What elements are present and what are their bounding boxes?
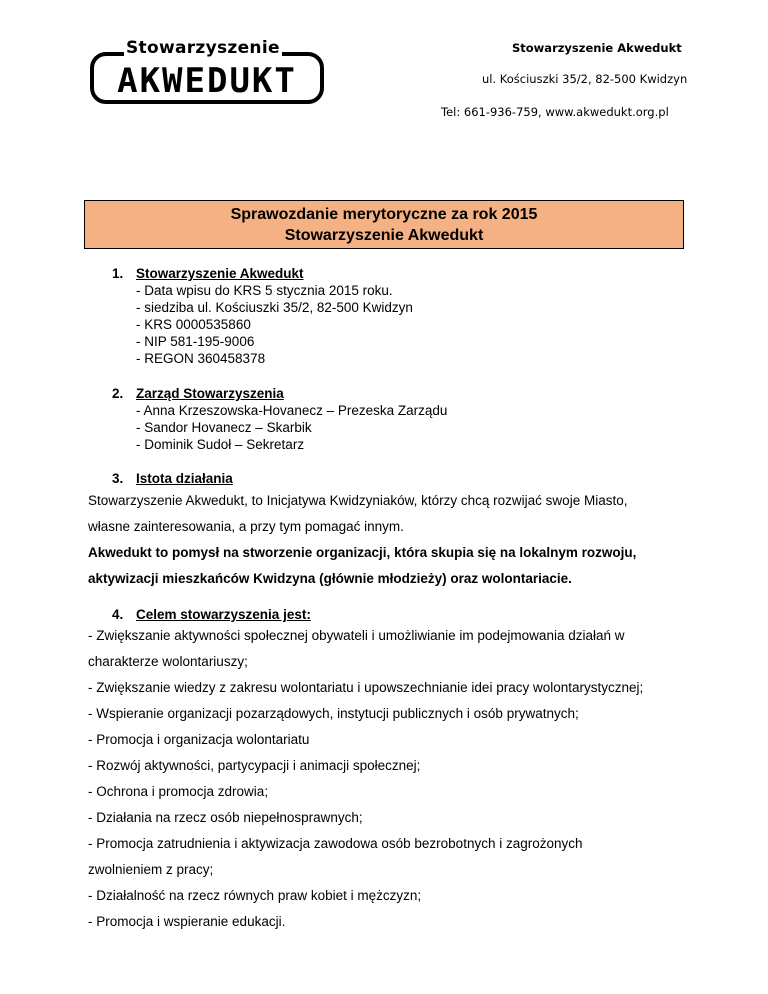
logo bbox=[88, 38, 332, 110]
goal-item: - Zwiększanie aktywności społecznej obywateli i umożliwianie im podejmowania działań w bbox=[88, 628, 625, 643]
goal-item: zwolnieniem z pracy; bbox=[88, 862, 214, 877]
section-3-bold-line: aktywizacji mieszkańców Kwidzyna (głównie młodzieży) oraz wolontariacie. bbox=[88, 571, 572, 586]
logo-small-text: Stowarzyszenie bbox=[126, 38, 280, 58]
report-title-line1: Sprawozdanie merytoryczne za rok 2015 bbox=[230, 206, 538, 223]
goal-item: - Działalność na rzecz równych praw kobiet i mężczyzn; bbox=[88, 888, 422, 903]
goal-item: - Promocja i organizacja wolontariatu bbox=[88, 732, 310, 747]
section-3-number: 3. bbox=[112, 471, 124, 486]
org-name: Stowarzyszenie Akwedukt bbox=[512, 41, 682, 55]
logo-frame bbox=[90, 52, 324, 104]
goal-item: - Działania na rzecz osób niepełnosprawnych; bbox=[88, 810, 363, 825]
section-1-lines bbox=[136, 282, 413, 367]
section-3-bold-line: Akwedukt to pomysł na stworzenie organizacji, która skupia się na lokalnym rozwoju, bbox=[88, 545, 637, 560]
section-1-line: - siedziba ul. Kościuszki 35/2, 82-500 Kwidzyn bbox=[136, 300, 413, 315]
org-contact: Tel: 661-936-759, www.akwedukt.org.pl bbox=[441, 105, 669, 119]
section-2-line: - Anna Krzeszowska-Hovanecz – Prezeska Zarządu bbox=[136, 403, 448, 418]
section-3 bbox=[112, 470, 233, 487]
section-1-title: Stowarzyszenie Akwedukt bbox=[136, 266, 304, 281]
goal-item: - Wspieranie organizacji pozarządowych, instytucji publicznych i osób prywatnych; bbox=[88, 706, 579, 721]
goal-item: charakterze wolontariuszy; bbox=[88, 654, 248, 669]
report-title-box bbox=[84, 200, 684, 249]
section-2-heading bbox=[112, 385, 447, 402]
goal-item: - Rozwój aktywności, partycypacji i animacji społecznej; bbox=[88, 758, 421, 773]
section-2 bbox=[112, 385, 447, 453]
section-3-line: Stowarzyszenie Akwedukt, to Inicjatywa Kwidzyniaków, którzy chcą rozwijać swoje Miasto, bbox=[88, 493, 628, 508]
report-title-line2: Stowarzyszenie Akwedukt bbox=[284, 227, 484, 244]
section-2-title: Zarząd Stowarzyszenia bbox=[136, 386, 284, 401]
section-4-number: 4. bbox=[112, 607, 124, 622]
goal-item: - Ochrona i promocja zdrowia; bbox=[88, 784, 269, 799]
section-2-number: 2. bbox=[112, 386, 124, 401]
section-1-heading bbox=[112, 265, 413, 282]
section-1-number: 1. bbox=[112, 266, 124, 281]
section-1-line: - NIP 581-195-9006 bbox=[136, 334, 255, 349]
goal-item: - Promocja zatrudnienia i aktywizacja zawodowa osób bezrobotnych i zagrożonych bbox=[88, 836, 583, 851]
section-2-lines bbox=[136, 402, 447, 453]
section-3-paragraph bbox=[88, 488, 688, 592]
logo-big-text: AKWEDUKT bbox=[117, 61, 297, 101]
section-4 bbox=[112, 606, 311, 623]
section-1 bbox=[112, 265, 413, 367]
section-3-line: własne zainteresowania, a przy tym pomagać innym. bbox=[88, 519, 404, 534]
section-2-line: - Sandor Hovanecz – Skarbik bbox=[136, 420, 312, 435]
section-4-heading bbox=[112, 606, 311, 623]
section-2-line: - Dominik Sudoł – Sekretarz bbox=[136, 437, 305, 452]
section-4-list bbox=[88, 623, 688, 935]
goal-item: - Promocja i wspieranie edukacji. bbox=[88, 914, 286, 929]
section-1-line: - Data wpisu do KRS 5 stycznia 2015 roku. bbox=[136, 283, 393, 298]
section-1-line: - REGON 360458378 bbox=[136, 351, 266, 366]
org-address: ul. Kościuszki 35/2, 82-500 Kwidzyn bbox=[482, 72, 688, 86]
section-1-line: - KRS 0000535860 bbox=[136, 317, 251, 332]
section-4-title: Celem stowarzyszenia jest: bbox=[136, 607, 311, 622]
section-3-heading bbox=[112, 470, 233, 487]
goal-item: - Zwiększanie wiedzy z zakresu wolontariatu i upowszechnianie idei pracy wolontarystycznej; bbox=[88, 680, 644, 695]
section-3-title: Istota działania bbox=[136, 471, 233, 486]
